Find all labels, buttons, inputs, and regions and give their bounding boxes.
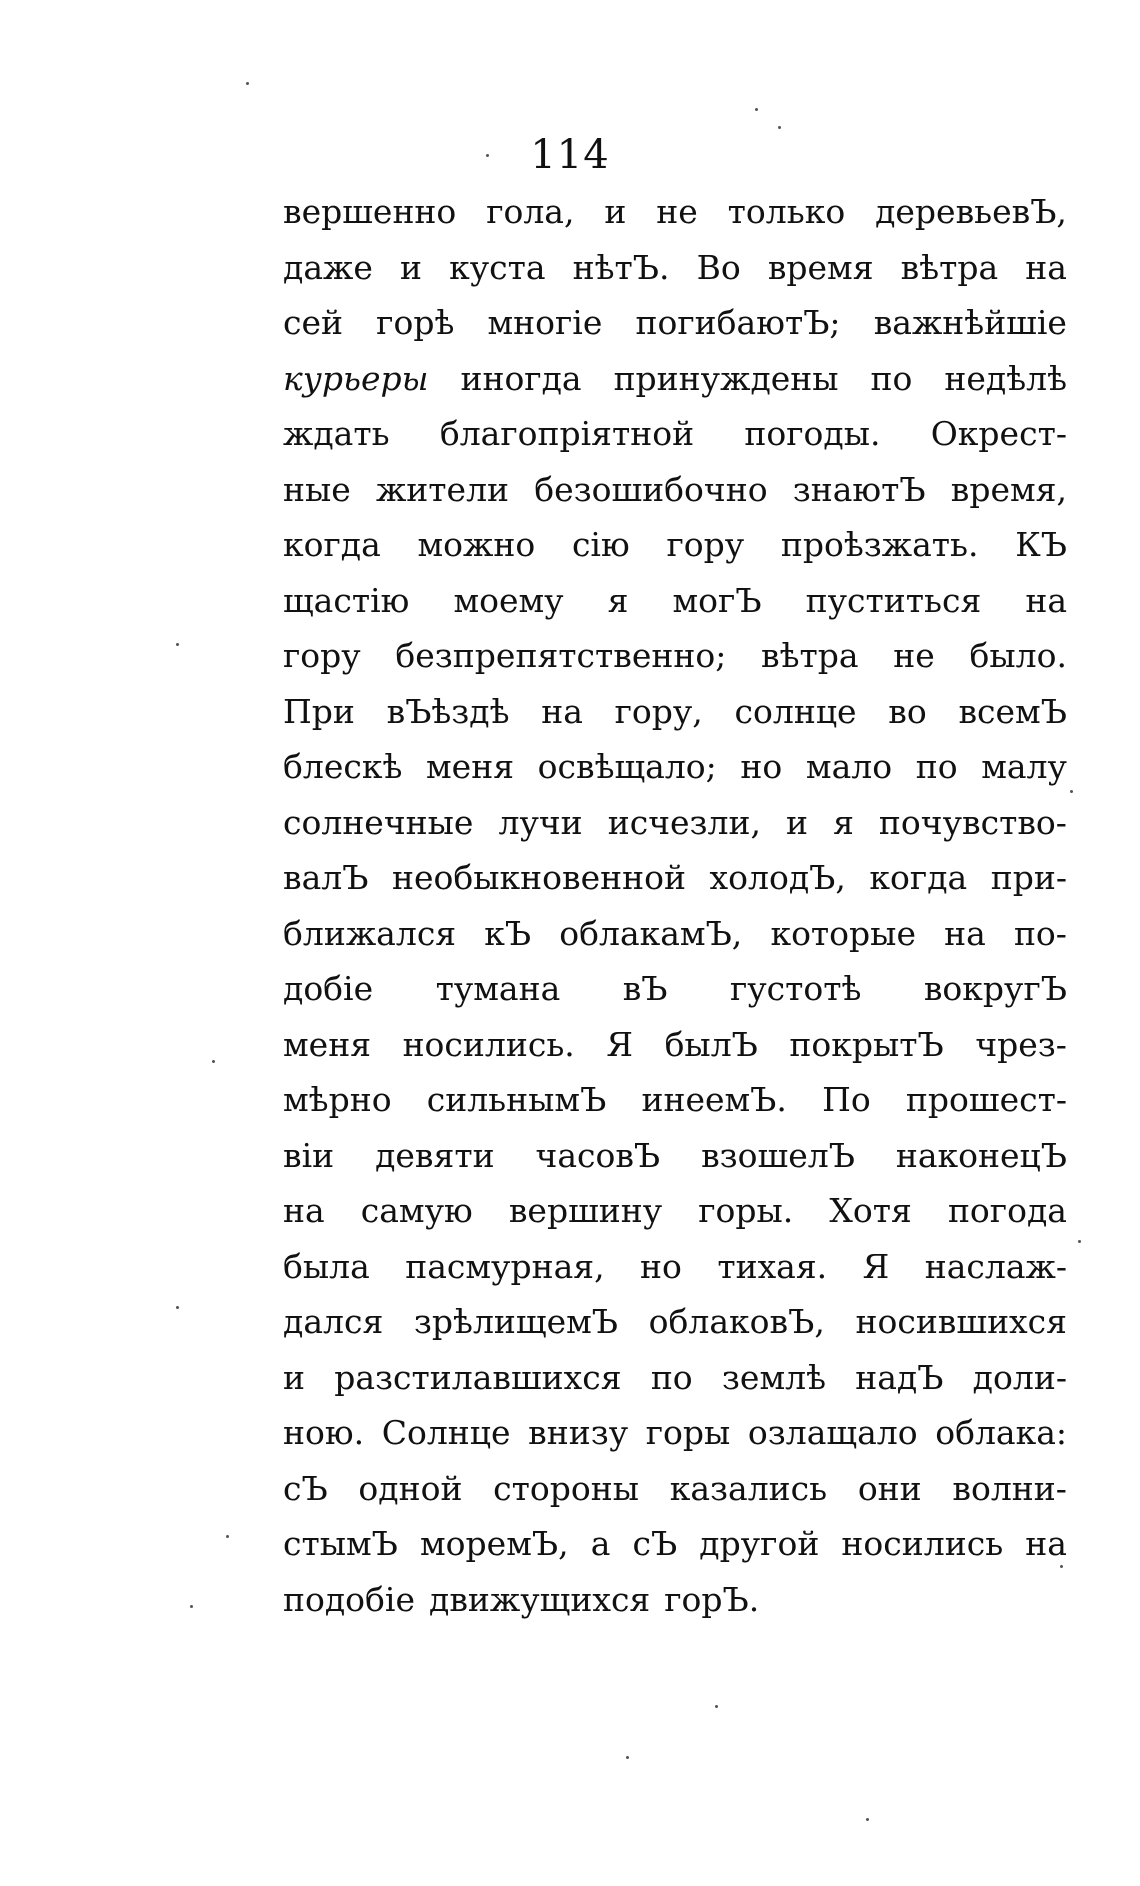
word: прошест- bbox=[905, 1080, 1067, 1119]
word: вЪѣздѣ bbox=[386, 691, 510, 731]
word: на bbox=[944, 913, 986, 953]
word: тихая. bbox=[717, 1246, 828, 1286]
text-line bbox=[283, 462, 1067, 518]
word: стороны bbox=[493, 1468, 640, 1508]
text-line bbox=[283, 795, 1067, 851]
word: я bbox=[833, 802, 854, 842]
text-line bbox=[283, 684, 1067, 740]
scan-speck bbox=[1070, 790, 1073, 793]
word: куста bbox=[449, 247, 546, 287]
word: гору bbox=[666, 525, 745, 564]
word: кЪ bbox=[484, 913, 532, 953]
word: сію bbox=[571, 525, 630, 564]
word: пасмурная, bbox=[405, 1246, 605, 1286]
word: валЪ bbox=[283, 858, 369, 897]
word: другой bbox=[699, 1524, 820, 1563]
word: можно bbox=[417, 525, 536, 564]
word: надЪ bbox=[855, 1357, 944, 1397]
word: чрез- bbox=[975, 1024, 1067, 1064]
word: курьеры bbox=[283, 358, 429, 398]
scan-speck bbox=[755, 108, 758, 111]
body-text bbox=[283, 184, 1067, 1627]
word: жители bbox=[375, 469, 510, 509]
text-line bbox=[283, 1461, 1067, 1517]
word: при- bbox=[990, 858, 1067, 897]
word: исчезли, bbox=[607, 802, 761, 842]
word: віи bbox=[283, 1135, 335, 1175]
word: вершину bbox=[508, 1191, 663, 1230]
word: благопріятной bbox=[439, 414, 695, 453]
word: принуждены bbox=[613, 358, 839, 398]
text-line bbox=[283, 1072, 1067, 1128]
word: самую bbox=[360, 1191, 473, 1230]
word: наслаж- bbox=[924, 1246, 1067, 1286]
word: сЪ bbox=[283, 1468, 328, 1508]
text-line bbox=[283, 1350, 1067, 1406]
word: но bbox=[740, 747, 783, 786]
word: вЪ bbox=[622, 969, 668, 1008]
word: погоды. bbox=[744, 414, 881, 453]
text-line bbox=[283, 406, 1067, 462]
word: солнце bbox=[734, 691, 857, 731]
text-line bbox=[283, 1405, 1067, 1461]
word: погибаютЪ; bbox=[635, 303, 841, 342]
word: былЪ bbox=[664, 1024, 758, 1064]
word: только bbox=[727, 192, 846, 231]
word: казались bbox=[669, 1468, 828, 1508]
word: время, bbox=[950, 469, 1067, 509]
scan-speck bbox=[190, 1605, 193, 1608]
word: и bbox=[604, 192, 627, 231]
word: Солнце bbox=[381, 1413, 511, 1452]
word: гору, bbox=[614, 691, 703, 731]
scan-speck bbox=[226, 1535, 229, 1538]
word: внизу bbox=[528, 1413, 629, 1452]
word: мѣрно bbox=[283, 1080, 392, 1119]
word: добіе bbox=[283, 969, 374, 1008]
text-line bbox=[283, 295, 1067, 351]
word: на bbox=[1025, 247, 1067, 287]
text-line bbox=[283, 517, 1067, 573]
word: гола, bbox=[486, 192, 575, 231]
word: не bbox=[893, 636, 935, 675]
word: КЪ bbox=[1015, 525, 1067, 564]
word: По bbox=[822, 1080, 871, 1119]
scan-speck bbox=[246, 82, 249, 85]
word: горѣ bbox=[376, 303, 455, 342]
word: безпрепятственно; bbox=[395, 636, 727, 675]
word: вѣтра bbox=[761, 636, 859, 675]
word: многіе bbox=[487, 303, 603, 342]
word: облака: bbox=[935, 1413, 1067, 1452]
word: которые bbox=[770, 913, 916, 953]
word: вокругЪ bbox=[923, 969, 1067, 1008]
word: сильнымЪ bbox=[426, 1080, 607, 1119]
scan-speck bbox=[715, 1705, 718, 1708]
word: почувство- bbox=[878, 802, 1067, 842]
word: моремЪ, bbox=[420, 1524, 569, 1563]
word: на bbox=[283, 1191, 325, 1230]
scan-speck bbox=[1078, 1240, 1081, 1243]
text-line bbox=[283, 573, 1067, 629]
word: носились bbox=[841, 1524, 1004, 1563]
word: покрытЪ bbox=[789, 1024, 944, 1064]
text-line bbox=[283, 850, 1067, 906]
word: освѣщало; bbox=[537, 747, 717, 786]
word: я bbox=[607, 580, 629, 620]
word: необыкновенной bbox=[391, 858, 686, 897]
word: когда bbox=[869, 858, 968, 897]
word: носились. bbox=[402, 1024, 575, 1064]
word: взошелЪ bbox=[701, 1135, 855, 1175]
text-line bbox=[283, 1239, 1067, 1295]
text-line bbox=[283, 739, 1067, 795]
word: облакамЪ, bbox=[559, 913, 743, 953]
word: Хотя bbox=[829, 1191, 912, 1230]
word: вершенно bbox=[283, 192, 457, 231]
word: зрѣлищемЪ bbox=[413, 1302, 618, 1341]
scan-speck bbox=[212, 1060, 215, 1063]
word: девяти bbox=[375, 1135, 495, 1175]
scan-speck bbox=[778, 126, 781, 129]
word: и bbox=[399, 247, 422, 287]
word: была bbox=[283, 1246, 370, 1286]
word: Во bbox=[696, 247, 741, 287]
word: тумана bbox=[435, 969, 561, 1008]
text-line bbox=[283, 1183, 1067, 1239]
word: меня bbox=[426, 747, 515, 786]
word: Я bbox=[606, 1024, 634, 1064]
word: подобіе bbox=[283, 1579, 415, 1619]
word: разстилавшихся bbox=[334, 1357, 622, 1397]
word: когда bbox=[283, 525, 381, 564]
text-line bbox=[283, 1294, 1067, 1350]
word: важнѣйшіе bbox=[873, 303, 1067, 342]
word: облаковЪ, bbox=[648, 1302, 825, 1341]
word: но bbox=[640, 1246, 682, 1286]
word: могЪ bbox=[672, 580, 762, 620]
word: на bbox=[1025, 1524, 1067, 1563]
text-line bbox=[283, 240, 1067, 296]
word: движущихся bbox=[429, 1579, 651, 1619]
word: даже bbox=[283, 247, 373, 287]
word: не bbox=[656, 192, 698, 231]
word: наконецЪ bbox=[895, 1135, 1067, 1175]
word: ною. bbox=[283, 1413, 365, 1452]
word: на bbox=[1025, 580, 1067, 620]
word: по- bbox=[1013, 913, 1067, 953]
word: и bbox=[283, 1357, 305, 1397]
word: недѣлѣ bbox=[944, 358, 1067, 398]
word: мало bbox=[805, 747, 893, 786]
word: Окрест- bbox=[930, 414, 1067, 453]
word: по bbox=[870, 358, 913, 398]
word: сЪ bbox=[632, 1524, 678, 1563]
word: стымЪ bbox=[283, 1524, 398, 1563]
word: Я bbox=[862, 1246, 890, 1286]
word: инеемЪ. bbox=[641, 1080, 787, 1119]
word: лучи bbox=[498, 802, 583, 842]
word: пуститься bbox=[805, 580, 982, 620]
word: щастію bbox=[283, 580, 410, 620]
scan-speck bbox=[866, 1818, 869, 1821]
text-line bbox=[283, 184, 1067, 240]
word: волни- bbox=[952, 1468, 1067, 1508]
word: блескѣ bbox=[283, 747, 403, 786]
word: деревьевЪ, bbox=[875, 192, 1067, 231]
word: землѣ bbox=[721, 1357, 826, 1397]
text-line bbox=[283, 351, 1067, 407]
word: горы. bbox=[698, 1191, 794, 1230]
word: меня bbox=[283, 1024, 372, 1064]
scan-speck bbox=[176, 1306, 179, 1309]
scan-speck bbox=[176, 643, 179, 646]
word: они bbox=[857, 1468, 922, 1508]
word: доли- bbox=[972, 1357, 1067, 1397]
text-line bbox=[283, 1572, 1067, 1628]
word: ные bbox=[283, 469, 351, 509]
scan-speck bbox=[1060, 1565, 1063, 1568]
word: часовЪ bbox=[535, 1135, 661, 1175]
word: проѣзжать. bbox=[780, 525, 979, 564]
text-line bbox=[283, 1017, 1067, 1073]
word: гору bbox=[283, 636, 361, 675]
page-number: 114 bbox=[530, 132, 610, 178]
word: озлащало bbox=[747, 1413, 918, 1452]
word: При bbox=[283, 691, 355, 731]
word: густотѣ bbox=[729, 969, 862, 1008]
word: иногда bbox=[460, 358, 582, 398]
word: дался bbox=[283, 1302, 384, 1341]
word: и bbox=[786, 802, 809, 842]
word: а bbox=[590, 1524, 611, 1563]
word: по bbox=[915, 747, 958, 786]
word: погода bbox=[947, 1191, 1067, 1230]
word: носившихся bbox=[855, 1302, 1067, 1341]
word: малу bbox=[981, 747, 1067, 786]
word: горы bbox=[645, 1413, 731, 1452]
text-line bbox=[283, 1128, 1067, 1184]
text-line bbox=[283, 906, 1067, 962]
text-line bbox=[283, 961, 1067, 1017]
word: по bbox=[650, 1357, 693, 1397]
word: солнечные bbox=[283, 802, 474, 842]
word: горЪ. bbox=[664, 1579, 760, 1619]
word: одной bbox=[358, 1468, 463, 1508]
scan-speck bbox=[626, 1756, 629, 1759]
word: сей bbox=[283, 303, 344, 342]
text-line bbox=[283, 628, 1067, 684]
word: знаютЪ bbox=[792, 469, 926, 509]
text-line bbox=[283, 1516, 1067, 1572]
word: ближался bbox=[283, 913, 457, 953]
word: нѣтЪ. bbox=[572, 247, 670, 287]
word: на bbox=[541, 691, 583, 731]
word: вѣтра bbox=[900, 247, 999, 287]
word: во bbox=[888, 691, 927, 731]
word: безошибочно bbox=[534, 469, 768, 509]
word: моему bbox=[453, 580, 564, 620]
word: ждать bbox=[283, 414, 390, 453]
scan-speck bbox=[486, 154, 489, 157]
word: было. bbox=[969, 636, 1067, 675]
word: время bbox=[767, 247, 874, 287]
word: всемЪ bbox=[958, 691, 1067, 731]
word: холодЪ, bbox=[709, 858, 846, 897]
